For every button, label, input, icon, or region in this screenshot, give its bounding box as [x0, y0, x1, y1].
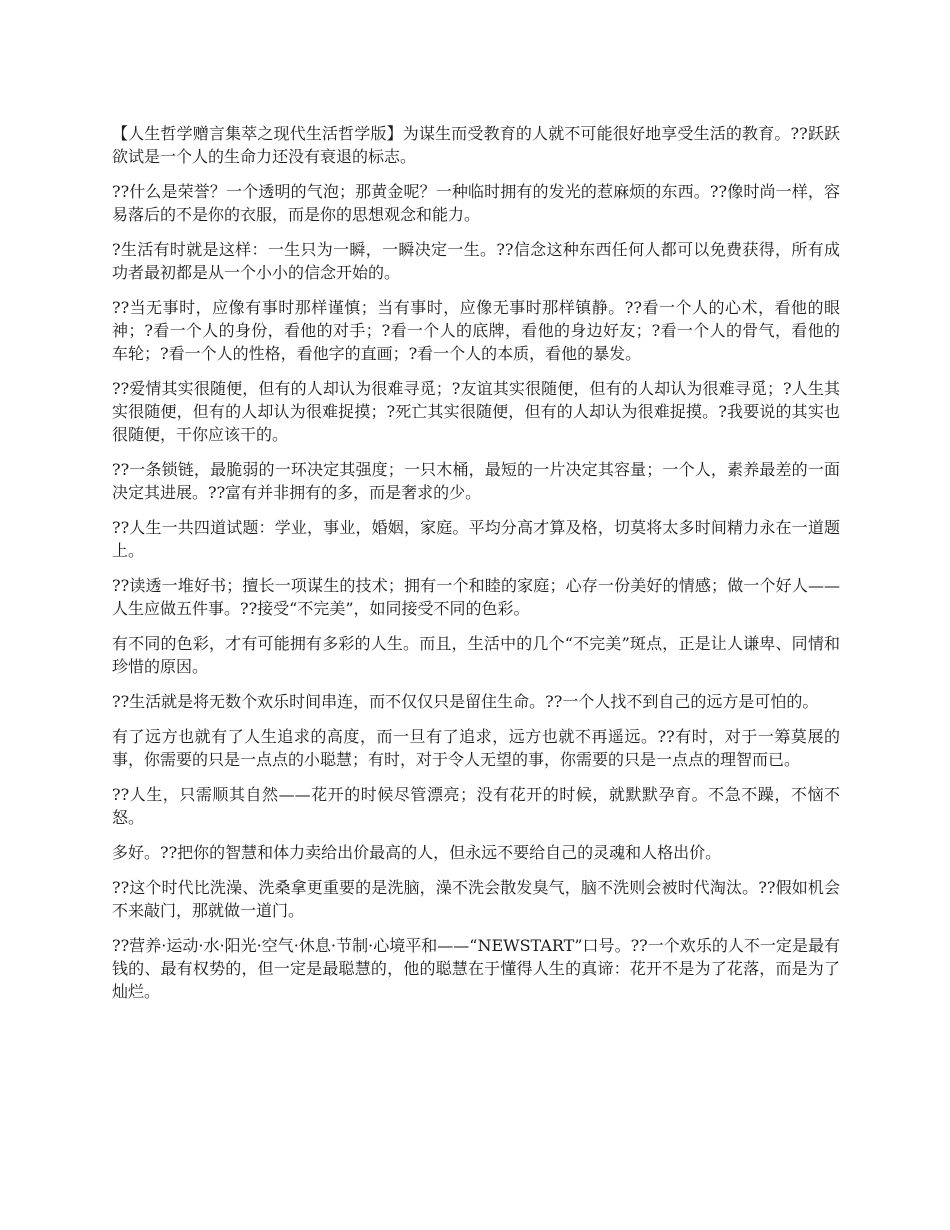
paragraph: ??当无事时，应像有事时那样谨慎；当有事时，应像无事时那样镇静。??看一个人的心术，看他的眼神；?看一个人的身份，看他的对手；?看一个人的底牌，看他的身边好友；?看一个人的骨气，看他的车轮；?看一个人的性格，看他字的直画；?看一个人的本质，看他的暴发。 [112, 298, 840, 363]
paragraph: ??这个时代比洗澡、洗桑拿更重要的是洗脑，澡不洗会散发臭气，脑不洗则会被时代淘汰。??假如机会不来敲门，那就做一道门。 [112, 878, 840, 920]
paragraph: ??营养·运动·水·阳光·空气·休息·节制·心境平和——“NEWSTART”口号。??一个欢乐的人不一定是最有钱的、最有权势的，但一定是最聪慧的，他的聪慧在于懂得人生的真谛：花开不是为了花落，而是为了灿烂。 [112, 936, 840, 1001]
paragraph: 有了远方也就有了人生追求的高度，而一旦有了追求，远方也就不再遥远。??有时，对于一筹莫展的事，你需要的只是一点点的小聪慧；有时，对于令人无望的事，你需要的只是一点点的理智而已。 [112, 727, 840, 769]
paragraph: ??人生一共四道试题：学业，事业，婚姻，家庭。平均分高才算及格，切莫将太多时间精力永在一道题上。 [112, 518, 840, 560]
paragraph: 多好。??把你的智慧和体力卖给出价最高的人，但永远不要给自己的灵魂和人格出价。 [112, 843, 722, 862]
paragraph: ??爱情其实很随便，但有的人却认为很难寻觅；?友谊其实很随便，但有的人却认为很难寻觅；?人生其实很随便，但有的人却认为很难捉摸；?死亡其实很随便，但有的人却认为很难捉摸。?我要说的其实也很随便，干你应该干的。 [112, 379, 840, 444]
document-page [112, 122, 840, 1015]
paragraph: ??人生，只需顺其自然——花开的时候尽管漂亮；没有花开的时候，就默默孕育。不急不躁，不恼不怒。 [112, 785, 840, 827]
paragraph: ??读透一堆好书；擅长一项谋生的技术；拥有一个和睦的家庭；心存一份美好的情感；做一个好人——人生应做五件事。??接受“不完美”，如同接受不同的色彩。 [112, 576, 840, 618]
paragraph: 有不同的色彩，才有可能拥有多彩的人生。而且，生活中的几个“不完美”斑点，正是让人谦卑、同情和珍惜的原因。 [112, 634, 840, 676]
paragraph: ??一条锁链，最脆弱的一环决定其强度；一只木桶，最短的一片决定其容量；一个人，素养最差的一面决定其进展。??富有并非拥有的多，而是奢求的少。 [112, 460, 840, 502]
paragraph: ?生活有时就是这样：一生只为一瞬，一瞬决定一生。??信念这种东西任何人都可以免费获得，所有成功者最初都是从一个小小的信念开始的。 [112, 240, 840, 282]
paragraph: ??什么是荣誉？一个透明的气泡；那黄金呢？一种临时拥有的发光的惹麻烦的东西。??像时尚一样，容易落后的不是你的衣服，而是你的思想观念和能力。 [112, 182, 840, 224]
paragraph: 【人生哲学赠言集萃之现代生活哲学版】为谋生而受教育的人就不可能很好地享受生活的教育。??跃跃欲试是一个人的生命力还没有衰退的标志。 [112, 124, 840, 166]
paragraph: ??生活就是将无数个欢乐时间串连，而不仅仅只是留住生命。??一个人找不到自己的远方是可怕的。 [112, 692, 819, 711]
